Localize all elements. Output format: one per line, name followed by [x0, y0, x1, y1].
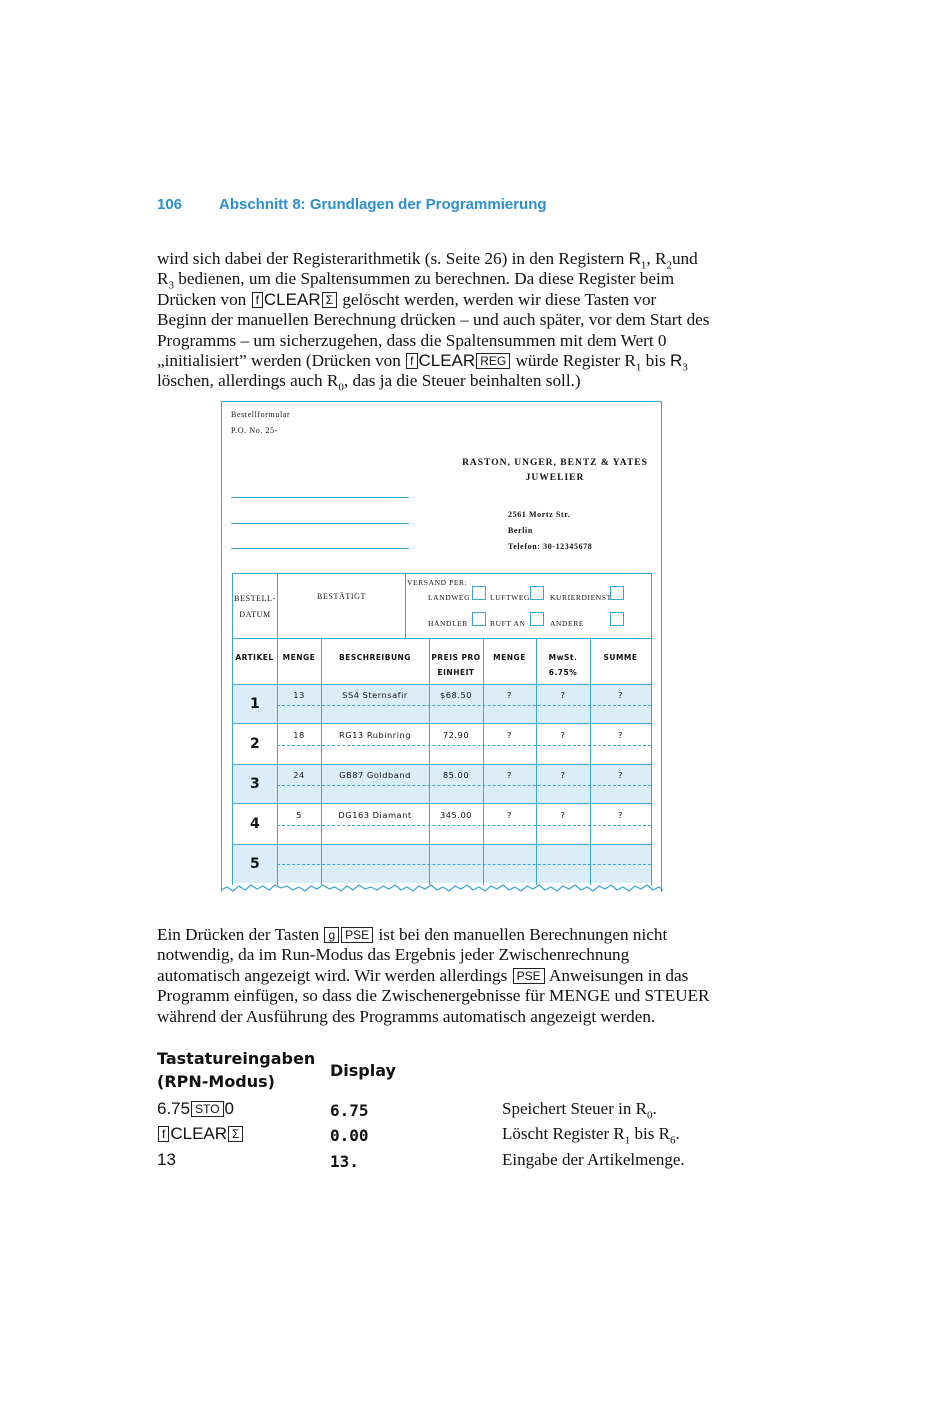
row-number: 3 — [250, 776, 260, 792]
ship-landweg: LANDWEG — [428, 593, 471, 602]
checkbox-luftweg[interactable] — [530, 586, 544, 600]
display-row-2: 0.00 — [330, 1126, 369, 1145]
col-mwst: MwSt. 6.75% — [548, 653, 578, 677]
company-type: JUWELIER — [525, 473, 585, 483]
cell-price: 85.00 — [442, 770, 470, 780]
cell-desc: RG13 Rubinring — [338, 730, 412, 740]
table-head-display: Display — [330, 1061, 396, 1080]
ship-kurierdienst: KURIERDIENST — [550, 593, 612, 602]
pse-key: PSE — [513, 968, 545, 984]
torn-edge-icon — [219, 878, 665, 894]
row-number: 1 — [250, 696, 260, 712]
row-number: 2 — [250, 736, 260, 752]
col-preis: PREIS PRO EINHEIT — [431, 653, 481, 677]
checkbox-kurierdienst[interactable] — [610, 586, 624, 600]
paragraph-intro: wird sich dabei der Registerarithmetik (s. Seite 26) in den Registern $R_1$, $R_2und$ $R_3$ bedienen, um die Spaltensummen zu berechnen. Da diese Register beim Drücken von f CLEAR Σ gelöscht werden, werden wir diese Tasten vor Beginn der manuellen Berechnung drücken – und auch später, vor dem Start des Programms – um sicherzugehen, dass die Spaltensummen mit dem Wert 0 „initialisiert” werden (Drücken von f CLEAR REG würde Register $R_1$ bis $R_3$ löschen, allerdings auch $R_0$, das ja die Steuer beinhalten soll.) — [157, 249, 710, 394]
label-bestell-datum: BESTELL- DATUM — [234, 594, 276, 619]
table-head-keys: Tastatureingaben (RPN-Modus) — [157, 1049, 316, 1091]
col-summe: SUMME — [603, 653, 638, 662]
section-title: Abschnitt 8: Grundlagen der Programmierung — [219, 196, 547, 213]
address-phone: Telefon: 30-12345678 — [508, 542, 593, 551]
cell-menge2: ? — [507, 730, 512, 740]
cell-price: 345.00 — [439, 810, 473, 820]
cell-price: 72.90 — [442, 730, 470, 740]
checkbox-landweg[interactable] — [472, 586, 486, 600]
cell-menge: 18 — [293, 730, 305, 740]
label-bestaetigt: BESTÄTIGT — [317, 592, 366, 601]
g-key: g — [324, 927, 339, 943]
f-key: f — [158, 1126, 169, 1142]
form-label: Bestellformular — [231, 410, 291, 419]
cell-menge2: ? — [507, 690, 512, 700]
cell-tax: ? — [560, 810, 566, 820]
desc-row-1: Speichert Steuer in $R_0$. — [502, 1099, 657, 1122]
sto-key: STO — [191, 1101, 223, 1117]
ship-haendler: HÄNDLER — [428, 619, 469, 628]
checkbox-ruft-an[interactable] — [530, 612, 544, 626]
col-beschreibung: BESCHREIBUNG — [339, 653, 411, 662]
display-row-1: 6.75 — [330, 1101, 369, 1120]
cell-menge: 13 — [293, 690, 305, 700]
sigma-key: Σ — [322, 292, 337, 308]
address-city: Berlin — [508, 526, 533, 535]
pse-key: PSE — [341, 927, 373, 943]
cell-tax: ? — [560, 770, 566, 780]
col-artikel: ARTIKEL — [235, 653, 274, 662]
row-number: 5 — [250, 856, 260, 872]
po-number: P.O. No. 25- — [231, 426, 278, 435]
address-street: 2561 Mortz Str. — [508, 510, 571, 519]
ship-ruft-an: RUFT AN — [490, 619, 526, 628]
cell-desc: GB87 Goldband — [339, 770, 411, 780]
cell-menge2: ? — [507, 810, 512, 820]
cell-desc: SS4 Sternsafir — [342, 690, 408, 700]
cell-menge: 5 — [296, 810, 302, 820]
cell-sum: ? — [618, 730, 623, 740]
f-key: f — [406, 353, 417, 369]
desc-row-3: Eingabe der Artikelmenge. — [502, 1150, 685, 1169]
cell-sum: ? — [618, 770, 623, 780]
keys-row-1: 6.75 STO 0 — [157, 1099, 235, 1118]
company-name: RASTON, UNGER, BENTZ & YATES — [462, 458, 648, 468]
paragraph-pse: Ein Drücken der Tasten g PSE ist bei den manuellen Berechnungen nicht notwendig, da im Run-Modus das Ergebnis jeder Zwischenrechnung automatisch angezeigt wird. Wir werden allerdings PSE Anweisungen in das Programm einfügen, so dass die Zwischenergebnisse für MENGE und STEUER während der Ausführung des Programms automatisch angezeigt werden. — [157, 925, 710, 1026]
cell-price: $68.50 — [439, 690, 473, 700]
checkbox-haendler[interactable] — [472, 612, 486, 626]
sigma-key: Σ — [228, 1126, 243, 1142]
display-row-3: 13. — [330, 1152, 359, 1171]
keys-row-2: f CLEAR Σ — [157, 1124, 244, 1144]
label-versand: VERSAND PER: — [407, 578, 468, 587]
cell-tax: ? — [560, 730, 566, 740]
ship-luftweg: LUFTWEG — [490, 593, 531, 602]
cell-sum: ? — [618, 690, 623, 700]
col-menge2: MENGE — [493, 653, 526, 662]
cell-tax: ? — [560, 690, 566, 700]
checkbox-andere[interactable] — [610, 612, 624, 626]
cell-menge: 24 — [293, 770, 305, 780]
col-menge: MENGE — [282, 653, 316, 662]
f-key: f — [252, 292, 263, 308]
page-number: 106 — [157, 196, 183, 213]
keys-row-3: 13 — [157, 1150, 176, 1169]
ship-andere: ANDERE — [550, 619, 585, 628]
desc-row-2: Löscht Register $R_1$ bis $R_6$. — [502, 1124, 680, 1147]
cell-menge2: ? — [507, 770, 512, 780]
reg-key: REG — [476, 353, 510, 369]
cell-sum: ? — [618, 810, 623, 820]
cell-desc: DG163 Diamant — [338, 810, 412, 820]
row-number: 4 — [250, 816, 260, 832]
